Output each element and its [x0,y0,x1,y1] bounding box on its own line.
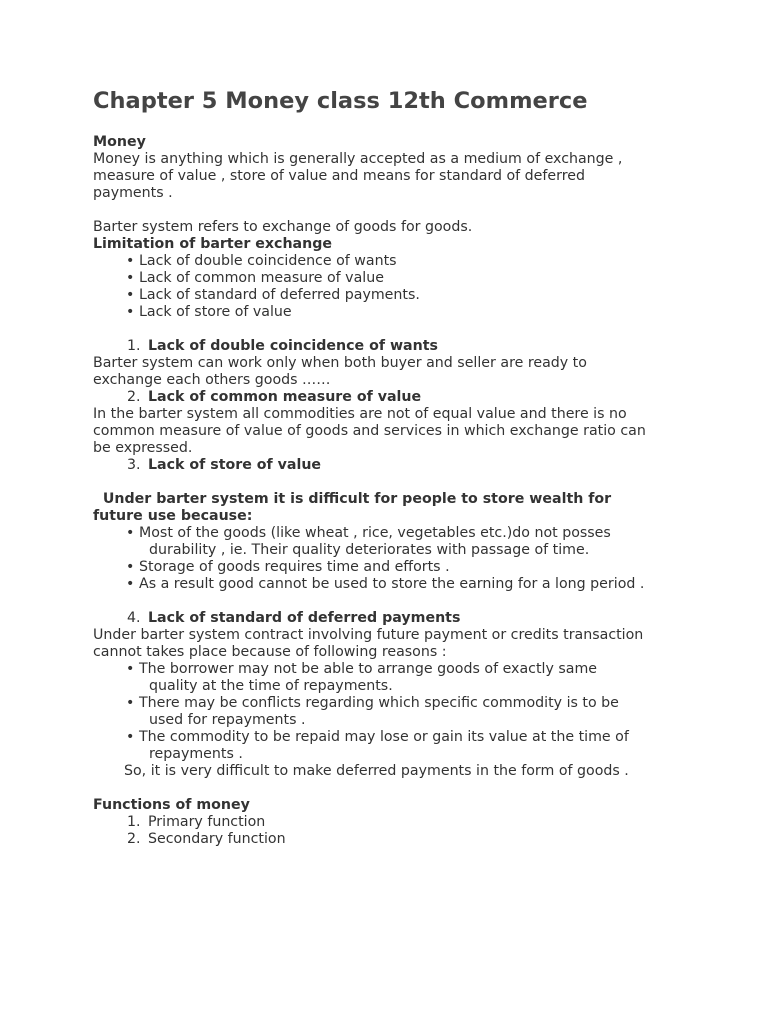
money-definition: Money is anything which is generally accepted as a medium of exchange , measure of value , store of value and means for standard of deferred payments . [93,151,623,201]
list-item: • Lack of double coincidence of wants [139,253,693,270]
section-3-list [93,525,693,593]
document-content [93,86,693,848]
list-item: • As a result good cannot be used to store the earning for a long period . [139,576,693,593]
list-item: • Most of the goods (like wheat , rice, vegetables etc.)do not posses durability , ie. Their quality deteriorates with passage of time. [139,525,693,559]
section-4-conclusion: So, it is very difficult to make deferred payments in the form of goods . [124,763,629,779]
list-item: • Lack of store of value [139,304,693,321]
limitation-list [93,253,693,321]
barter-definition: Barter system refers to exchange of goods for goods. [93,219,473,235]
section-1-text: Barter system can work only when both buyer and seller are ready to exchange each others goods …… [93,355,587,388]
section-3-heading: 3. Lack of store of value [127,457,322,473]
list-item: • The borrower may not be able to arrange goods of exactly same quality at the time of repayments. [139,661,693,695]
section-1-heading: 1. Lack of double coincidence of wants [127,338,438,354]
section-4-list [93,661,693,763]
section-2-text: In the barter system all commodities are not of equal value and there is no common measure of value of goods and services in which exchange ratio can be expressed. [93,406,646,456]
section-4-text: Under barter system contract involving future payment or credits transaction cannot takes place because of following reasons : [93,627,644,660]
functions-heading: Functions of money [93,797,250,813]
list-item: • Storage of goods requires time and efforts . [139,559,693,576]
page-title: Chapter 5 Money class 12th Commerce [93,88,588,114]
section-4-heading: 4. Lack of standard of deferred payments [127,610,461,626]
section-2-heading: 2. Lack of common measure of value [127,389,422,405]
list-item: 1. Primary function [127,814,266,830]
list-item: • Lack of common measure of value [139,270,693,287]
list-item: • There may be conflicts regarding which specific commodity is to be used for repayments . [139,695,693,729]
limitation-heading: Limitation of barter exchange [93,236,332,252]
list-item: • Lack of standard of deferred payments. [139,287,693,304]
list-item: 2. Secondary function [127,831,286,847]
functions-list [93,814,693,848]
section-3-intro: Under barter system it is difficult for people to store wealth for future use because: [93,491,612,524]
list-item: • The commodity to be repaid may lose or gain its value at the time of repayments . [139,729,693,763]
money-heading: Money [93,134,146,150]
